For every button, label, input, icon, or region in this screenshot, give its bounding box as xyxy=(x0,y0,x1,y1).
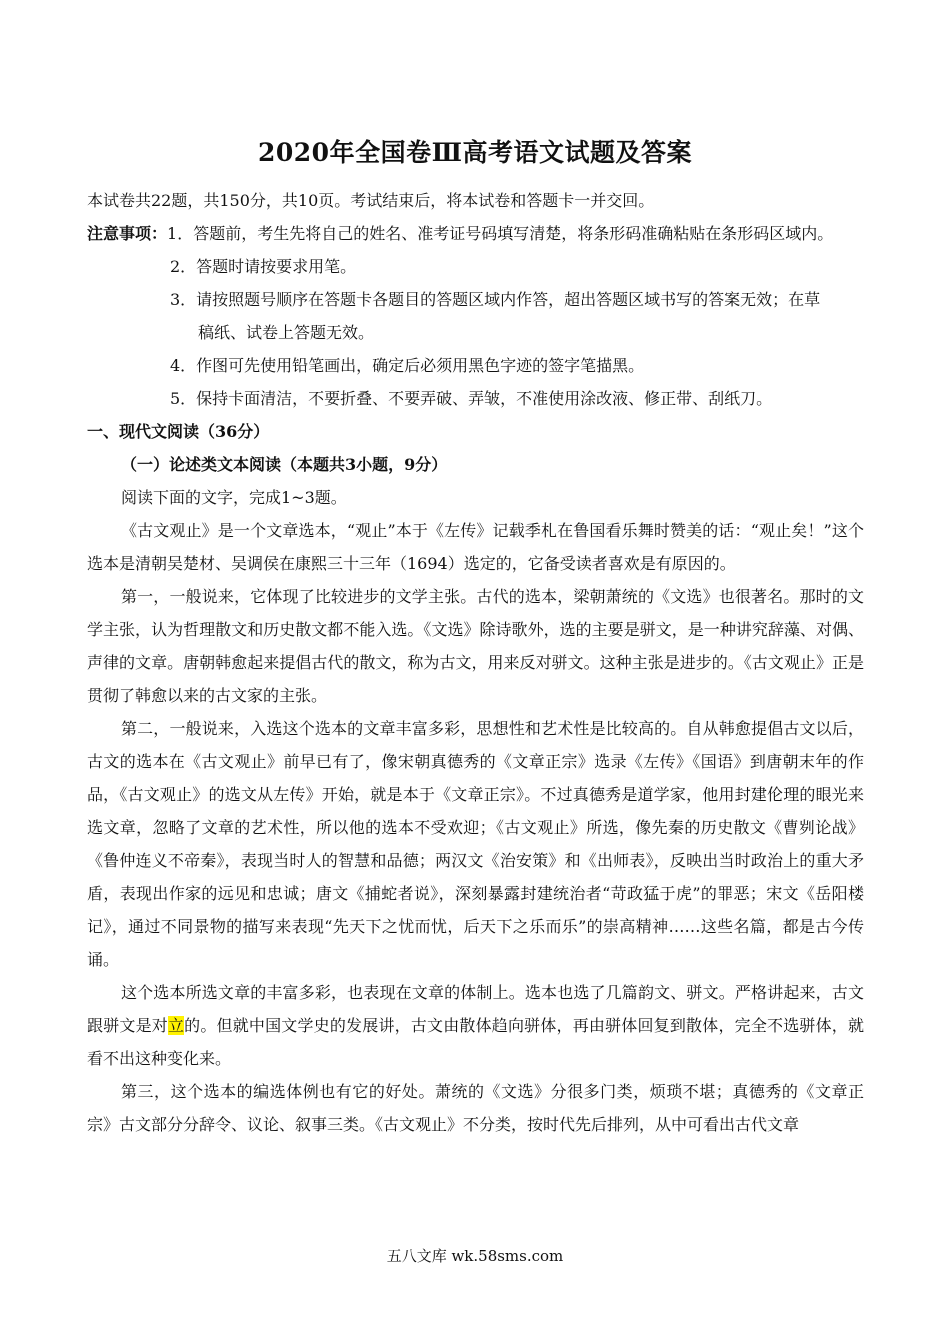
notice-block xyxy=(87,217,864,415)
section-subheading: （一）论述类文本阅读（本题共3小题，9分） xyxy=(121,455,448,474)
notice-item-5: 5．保持卡面清洁，不要折叠、不要弄破、弄皱，不准使用涂改液、修正带、刮纸刀。 xyxy=(170,389,773,408)
notice-item-3: 3．请按照题号顺序在答题卡各题目的答题区域内作答，超出答题区域书写的答案无效；在草 xyxy=(170,290,821,309)
section-heading: 一、现代文阅读（36分） xyxy=(87,422,270,441)
intro-text: 本试卷共22题，共150分，共10页。考试结束后，将本试卷和答题卡一并交回。 xyxy=(87,191,655,210)
highlighted-char: 立 xyxy=(167,1016,185,1035)
reading-instruction: 阅读下面的文字，完成1~3题。 xyxy=(121,488,347,507)
paragraph-2: 第一，一般说来，它体现了比较进步的文学主张。古代的选本，梁朝萧统的《文选》也很著名。那时的文学主张，认为哲理散文和历史散文都不能入选。《文选》除诗歌外，选的主要是骈文，是一种讲究辞藻、对偶、声律的文章。唐朝韩愈起来提倡古代的散文，称为古文，用来反对骈文。这种主张是进步的。《古文观止》正是贯彻了韩愈以来的古文家的主张。 xyxy=(87,587,864,705)
notice-item-4: 4．作图可先使用铅笔画出，确定后必须用黑色字迹的签字笔描黑。 xyxy=(170,356,645,375)
footer-watermark-text: 五八文库 wk.58sms.com xyxy=(386,1247,564,1265)
paragraph-4: 这个选本所选文章的丰富多彩，也表现在文章的体制上。选本也选了几篇韵文、骈文。严格讲起来，古文跟骈文是对立的。但就中国文学史的发展讲，古文由散体趋向骈体，再由骈体回复到散体，完全不选骈体，就看不出这种变化来。 xyxy=(87,983,864,1068)
paragraph-1: 《古文观止》是一个文章选本，“观止”本于《左传》记载季札在鲁国看乐舞时赞美的话：“观止矣！”这个选本是清朝吴楚材、吴调侯在康熙三十三年（1694）选定的，它备受读者喜欢是有原因的。 xyxy=(87,521,864,573)
notice-item-3-cont: 稿纸、试卷上答题无效。 xyxy=(198,323,375,342)
notice-label: 注意事项： xyxy=(87,224,168,243)
page-title: 2020年全国卷Ⅲ高考语文试题及答案 xyxy=(257,138,693,167)
paragraph-3: 第二，一般说来，入选这个选本的文章丰富多彩，思想性和艺术性是比较高的。自从韩愈提倡古文以后，古文的选本在《古文观止》前早已有了，像宋朝真德秀的《文章正宗》选录《左传》《国语》到唐朝末年的作品，《古文观止》的选文从左传》开始，就是本于《文章正宗》。不过真德秀是道学家，他用封建伦理的眼光来选文章，忽略了文章的艺术性，所以他的选本不受欢迎；《古文观止》所选，像先秦的历史散文《曹刿论战》《鲁仲连义不帝秦》，表现当时人的智慧和品德；两汉文《治安策》和《出师表》，反映出当时政治上的重大矛盾，表现出作家的远见和忠诚；唐文《捕蛇者说》，深刻暴露封建统治者“苛政猛于虎”的罪恶；宋文《岳阳楼记》，通过不同景物的描写来表现“先天下之忧而忧，后天下之乐而乐”的崇高精神……这些名篇，都是古今传诵。 xyxy=(87,719,864,969)
document-body xyxy=(87,184,864,1141)
paragraph-5: 第三，这个选本的编选体例也有它的好处。萧统的《文选》分很多门类，烦琐不堪；真德秀的《文章正宗》古文部分分辞令、议论、叙事三类。《古文观止》不分类，按时代先后排列，从中可看出古代文章 xyxy=(87,1082,864,1134)
notice-item-1: 注意事项：1．答题前，考生先将自己的姓名、准考证号码填写清楚，将条形码准确粘贴在条形码区域内。 xyxy=(87,224,834,243)
notice-item-2: 2．答题时请按要求用笔。 xyxy=(170,257,357,276)
